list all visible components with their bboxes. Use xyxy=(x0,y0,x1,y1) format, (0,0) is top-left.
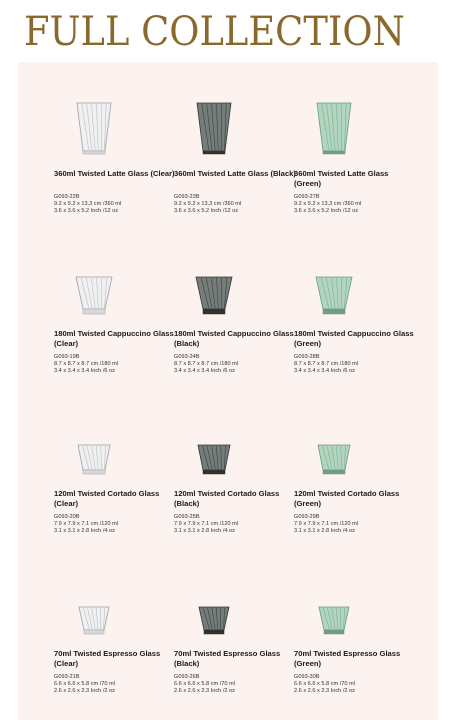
product-code: G093-23B xyxy=(174,194,200,200)
twisted-glass-icon xyxy=(316,444,352,476)
product-dimensions-metric: 6.6 x 6.6 x 5.8 cm /70 ml xyxy=(54,681,115,687)
product-name: 360ml Twisted Latte Glass (Clear) xyxy=(54,169,175,178)
product-image xyxy=(54,570,134,636)
product-code: G093-26B xyxy=(174,674,200,680)
product-dimensions-imperial: 3.6 x 3.6 x 5.2 Inch /12 oz xyxy=(54,208,119,214)
product-image xyxy=(294,410,374,476)
product-name: 120ml Twisted Cortado Glass (Clear) xyxy=(54,489,160,508)
product-image xyxy=(54,410,134,476)
product-card xyxy=(174,222,294,382)
product-dimensions-imperial: 3.1 x 3.1 x 2.8 Inch /4 oz xyxy=(174,528,235,534)
product-dimensions-metric: 8.7 x 8.7 x 8.7 cm /180 ml xyxy=(54,361,119,367)
product-card xyxy=(54,62,174,222)
product-name: 70ml Twisted Espresso Glass (Green) xyxy=(294,649,401,668)
product-name: 360ml Twisted Latte Glass (Black) xyxy=(174,169,296,178)
header xyxy=(0,0,455,62)
product-dimensions-imperial: 3.1 x 3.1 x 2.8 Inch /4 oz xyxy=(294,528,355,534)
product-card xyxy=(294,62,414,222)
glass-base xyxy=(83,151,105,154)
product-name: 180ml Twisted Cappuccino Glass (Green) xyxy=(294,329,414,348)
product-card xyxy=(174,62,294,222)
product-dimensions-metric: 8.7 x 8.7 x 8.7 cm /180 ml xyxy=(174,361,239,367)
product-dimensions-imperial: 2.6 x 2.6 x 2.3 Inch /2 oz xyxy=(294,688,355,694)
product-image xyxy=(54,90,134,156)
glass-base xyxy=(324,630,344,634)
product-dimensions-imperial: 3.4 x 3.4 x 3.4 Inch /6 oz xyxy=(174,368,235,374)
twisted-glass-icon xyxy=(74,276,114,316)
product-name: 70ml Twisted Espresso Glass (Black) xyxy=(174,649,281,668)
glass-base xyxy=(323,309,345,314)
product-dimensions-imperial: 2.6 x 2.6 x 2.3 Inch /2 oz xyxy=(174,688,235,694)
product-dimensions-imperial: 3.6 x 3.6 x 5.2 Inch /12 oz xyxy=(294,208,359,214)
product-grid xyxy=(18,62,438,702)
product-dimensions-metric: 9.2 x 9.2 x 13.3 cm /360 ml xyxy=(294,201,362,207)
glass-base xyxy=(323,470,345,474)
product-name: 120ml Twisted Cortado Glass (Black) xyxy=(174,489,280,508)
product-name: 360ml Twisted Latte Glass (Green) xyxy=(294,169,389,188)
product-card xyxy=(54,382,174,542)
product-image xyxy=(174,90,254,156)
glass-base xyxy=(203,151,225,154)
product-card xyxy=(174,542,294,702)
glass-base xyxy=(84,630,104,634)
twisted-glass-icon xyxy=(197,606,231,636)
product-image xyxy=(174,250,254,316)
product-dimensions-metric: 6.6 x 6.6 x 5.8 cm /70 ml xyxy=(174,681,235,687)
product-card xyxy=(294,222,414,382)
product-dimensions-metric: 7.9 x 7.9 x 7.1 cm /120 ml xyxy=(294,521,359,527)
product-dimensions-metric: 7.9 x 7.9 x 7.1 cm /120 ml xyxy=(54,521,119,527)
product-image xyxy=(174,410,254,476)
product-code: G093-20B xyxy=(54,514,80,520)
twisted-glass-icon xyxy=(194,276,234,316)
twisted-glass-icon xyxy=(314,276,354,316)
glass-base xyxy=(203,470,225,474)
product-code: G093-25B xyxy=(174,514,200,520)
page-title: FULL COLLECTION xyxy=(24,9,405,55)
product-card xyxy=(54,222,174,382)
product-dimensions-metric: 7.9 x 7.9 x 7.1 cm /120 ml xyxy=(174,521,239,527)
product-dimensions-metric: 8.7 x 8.7 x 8.7 cm /180 ml xyxy=(294,361,359,367)
product-dimensions-metric: 9.2 x 9.2 x 13.3 cm /360 ml xyxy=(54,201,122,207)
twisted-glass-icon xyxy=(317,606,351,636)
twisted-glass-icon xyxy=(75,102,113,156)
product-dimensions-imperial: 2.6 x 2.6 x 2.3 Inch /2 oz xyxy=(54,688,115,694)
product-code: G093-24B xyxy=(174,354,200,360)
twisted-glass-icon xyxy=(76,444,112,476)
product-dimensions-imperial: 3.4 x 3.4 x 3.4 Inch /6 oz xyxy=(54,368,115,374)
product-code: G093-29B xyxy=(294,514,320,520)
product-code: G093-22B xyxy=(54,194,80,200)
product-name: 180ml Twisted Cappuccino Glass (Clear) xyxy=(54,329,174,348)
glass-base xyxy=(203,309,225,314)
twisted-glass-icon xyxy=(196,444,232,476)
twisted-glass-icon xyxy=(77,606,111,636)
product-card xyxy=(54,542,174,702)
product-card xyxy=(294,542,414,702)
product-dimensions-imperial: 3.6 x 3.6 x 5.2 Inch /12 oz xyxy=(174,208,239,214)
product-code: G093-28B xyxy=(294,354,320,360)
product-image xyxy=(294,250,374,316)
product-dimensions-imperial: 3.4 x 3.4 x 3.4 Inch /6 oz xyxy=(294,368,355,374)
product-code: G093-21B xyxy=(54,674,80,680)
glass-base xyxy=(323,151,345,154)
product-card xyxy=(294,382,414,542)
glass-base xyxy=(83,309,105,314)
product-code: G093-19B xyxy=(54,354,80,360)
product-image xyxy=(294,570,374,636)
product-dimensions-metric: 6.6 x 6.6 x 5.8 cm /70 ml xyxy=(294,681,355,687)
twisted-glass-icon xyxy=(315,102,353,156)
glass-base xyxy=(83,470,105,474)
product-image xyxy=(294,90,374,156)
product-card xyxy=(174,382,294,542)
twisted-glass-icon xyxy=(195,102,233,156)
product-name: 120ml Twisted Cortado Glass (Green) xyxy=(294,489,400,508)
product-image xyxy=(54,250,134,316)
product-code: G093-30B xyxy=(294,674,320,680)
product-dimensions-imperial: 3.1 x 3.1 x 2.8 Inch /4 oz xyxy=(54,528,115,534)
product-image xyxy=(174,570,254,636)
product-code: G093-27B xyxy=(294,194,320,200)
product-dimensions-metric: 9.2 x 9.2 x 13.3 cm /360 ml xyxy=(174,201,242,207)
product-name: 180ml Twisted Cappuccino Glass (Black) xyxy=(174,329,294,348)
glass-base xyxy=(204,630,224,634)
product-name: 70ml Twisted Espresso Glass (Clear) xyxy=(54,649,161,668)
